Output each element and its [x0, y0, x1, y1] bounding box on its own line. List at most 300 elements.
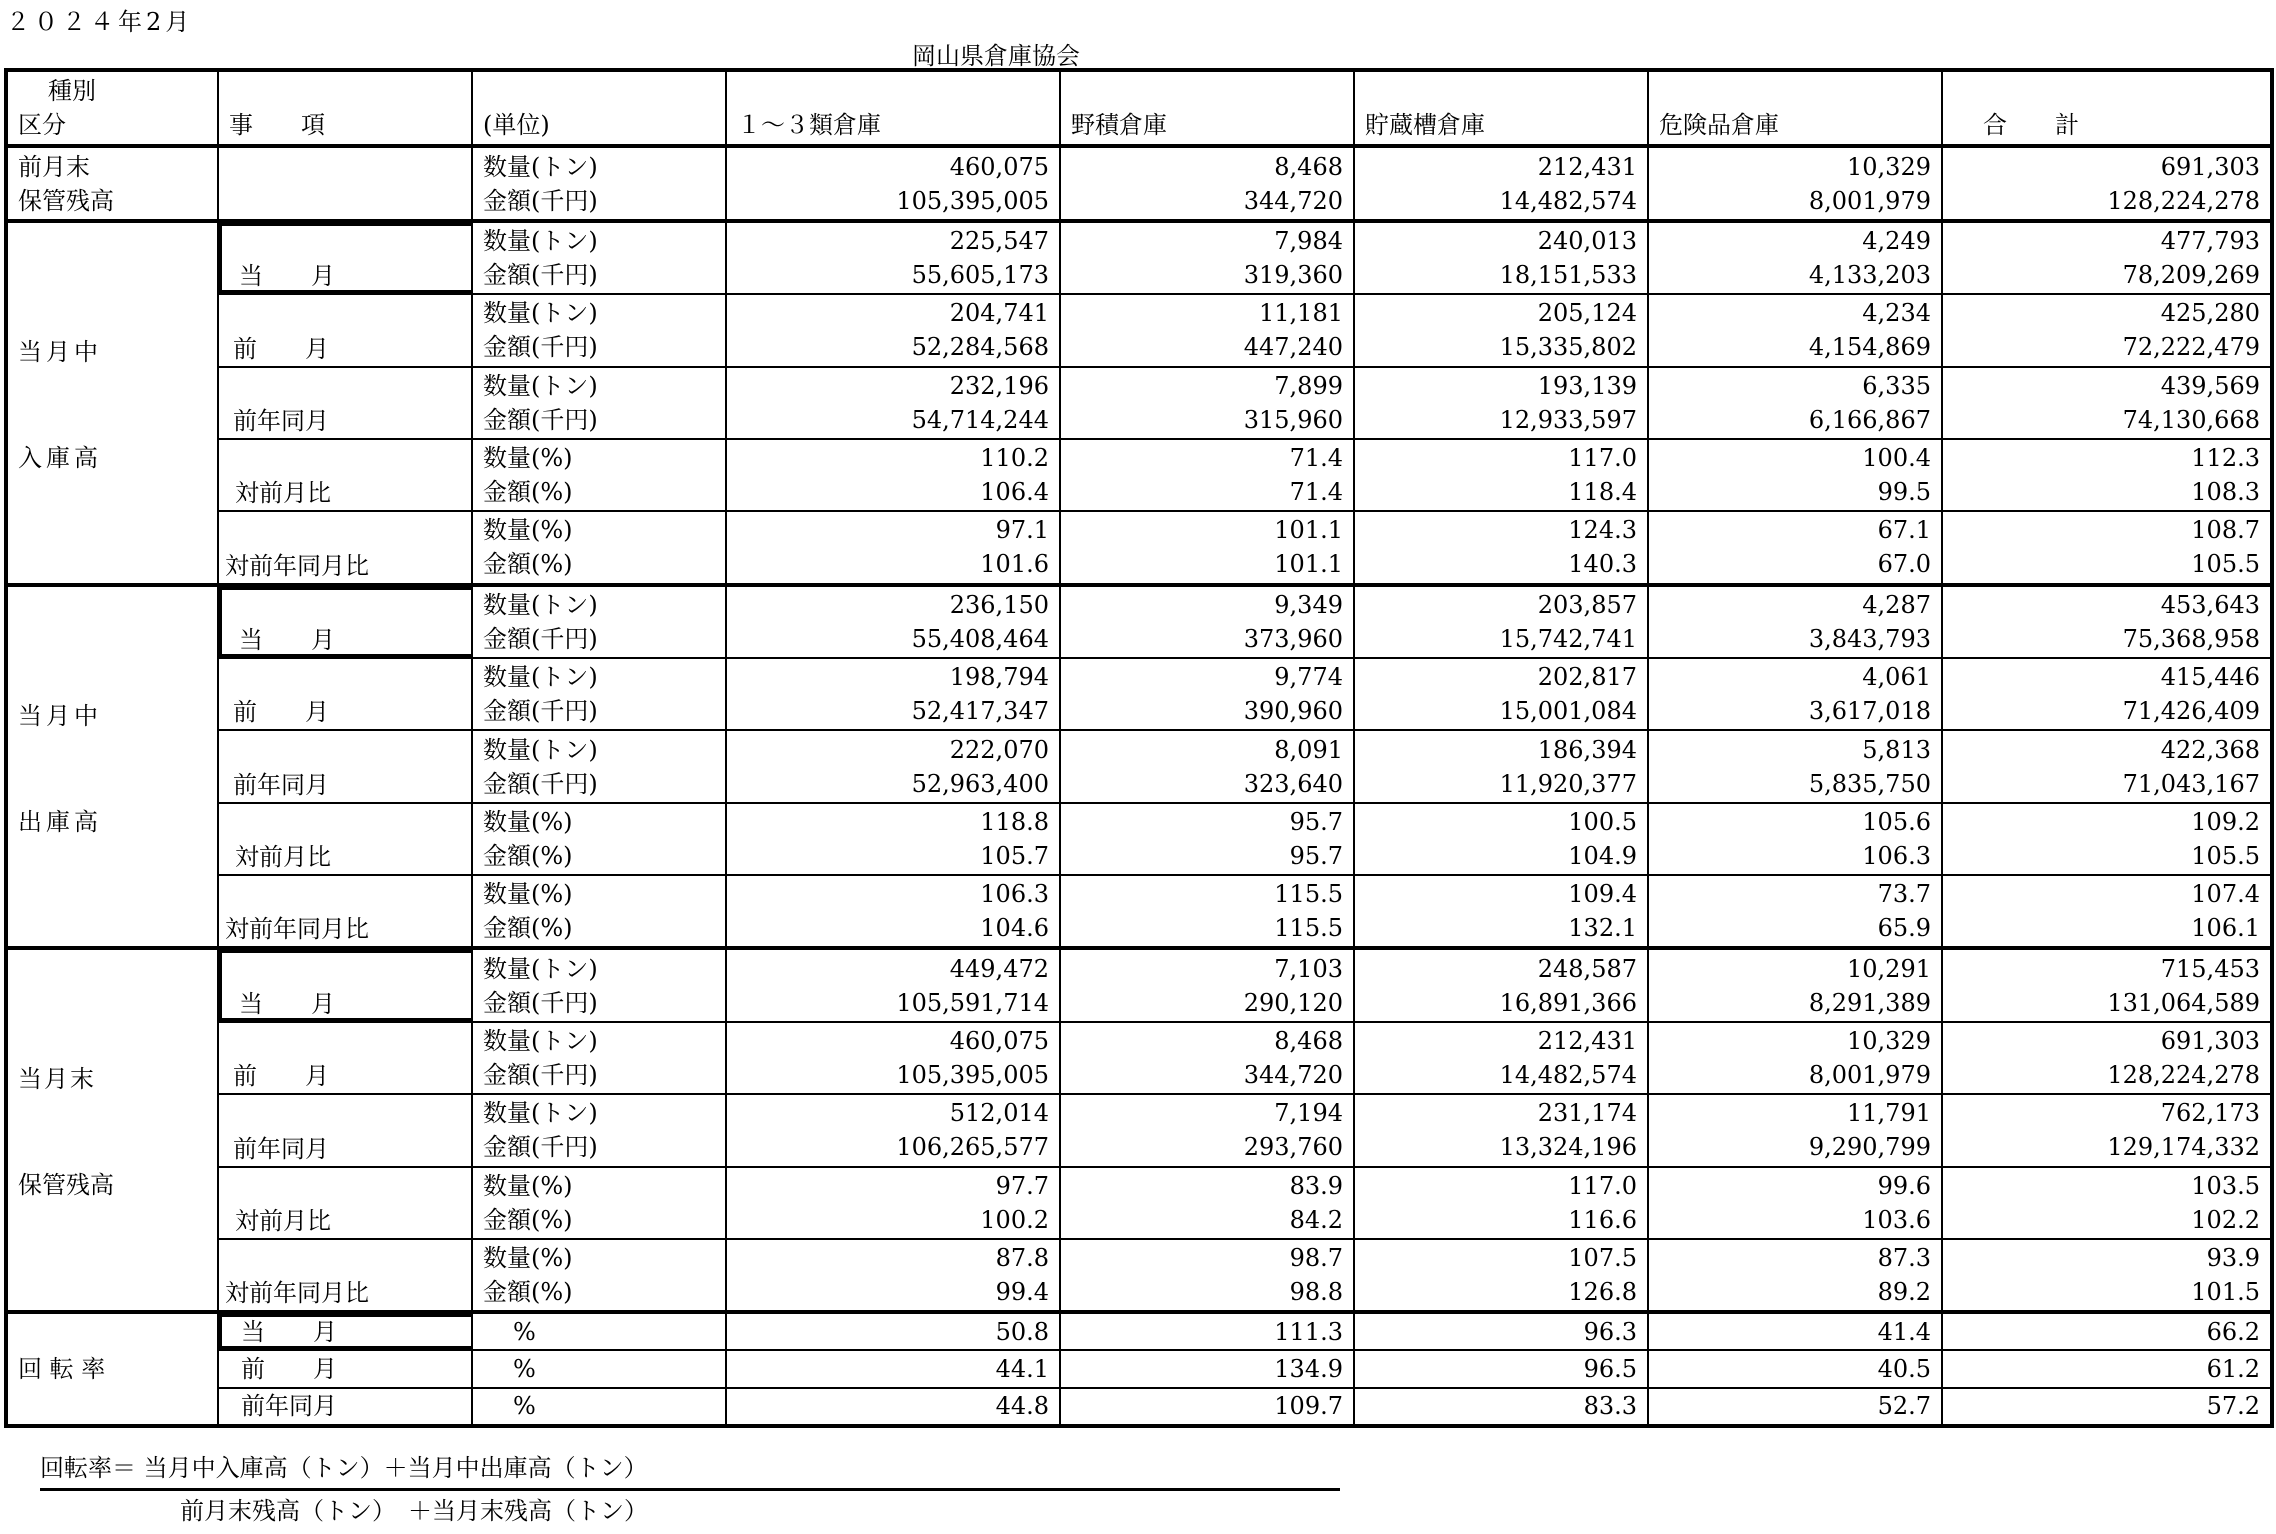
value-text: 10,329 — [1847, 1026, 1931, 1055]
value-text: 74,130,668 — [2122, 405, 2260, 434]
unit-label — [472, 146, 726, 220]
value-text: 104.6 — [980, 914, 1049, 943]
value-cell — [1942, 1022, 2272, 1094]
value-cell — [1942, 1094, 2272, 1166]
value-text: 344,720 — [1243, 1060, 1343, 1089]
value-text: 460,075 — [949, 152, 1049, 181]
table-row — [6, 730, 2272, 802]
unit-text: 金額(千円) — [483, 624, 598, 653]
value-text: 4,133,203 — [1808, 261, 1931, 290]
value-text: 453,643 — [2160, 590, 2260, 619]
value-text: 5,835,750 — [1808, 769, 1931, 798]
value-text: 8,468 — [1274, 152, 1343, 181]
section-label: 当月末 — [18, 1065, 96, 1094]
formula-fraction-line — [40, 1488, 1340, 1491]
section-label: 保管残高 — [18, 186, 114, 215]
value-cell — [1060, 294, 1354, 366]
value-cell — [1354, 875, 1648, 948]
table-row — [6, 1239, 2272, 1312]
value-text: 15,001,084 — [1499, 697, 1637, 726]
value-cell — [1354, 367, 1648, 439]
value-text: 715,453 — [2160, 954, 2260, 983]
header-tani: (単位) — [472, 70, 726, 146]
value-text: 4,234 — [1862, 299, 1931, 328]
value-text: 8,001,979 — [1808, 186, 1931, 215]
warehouse-statistics-table — [4, 68, 2274, 1428]
unit-label — [472, 1022, 726, 1094]
value-text: 10,329 — [1847, 152, 1931, 181]
value-cell — [1060, 146, 1354, 220]
value-text: 319,360 — [1243, 261, 1343, 290]
value-text: 75,368,958 — [2122, 624, 2260, 653]
column-header: 危険品倉庫 — [1648, 70, 1942, 146]
item-label: 当 月 — [218, 1312, 472, 1350]
unit-label — [472, 948, 726, 1021]
value-text: 6,335 — [1862, 371, 1931, 400]
value-text: 52,963,400 — [911, 769, 1049, 798]
value-text: 8,091 — [1274, 735, 1343, 764]
table-row — [6, 585, 2272, 658]
unit-text: 金額(千円) — [483, 405, 598, 434]
value-text: 118.8 — [980, 807, 1049, 836]
value-cell — [1354, 730, 1648, 802]
value-text: 231,174 — [1537, 1099, 1637, 1128]
value-cell — [1942, 875, 2272, 948]
value-cell: 44.8 — [726, 1388, 1060, 1426]
value-text: 95.7 — [1289, 841, 1343, 870]
value-text: 4,287 — [1862, 590, 1931, 619]
value-cell — [1060, 511, 1354, 584]
value-text: 202,817 — [1537, 663, 1637, 692]
value-cell — [1060, 1094, 1354, 1166]
item-label: 前年同月 — [218, 1388, 472, 1426]
unit-text: 金額(千円) — [483, 1133, 598, 1162]
unit-text: 金額(%) — [483, 1205, 573, 1234]
value-cell — [1648, 730, 1942, 802]
unit-text: 数量(トン) — [483, 227, 598, 256]
value-text: 67.1 — [1877, 516, 1931, 545]
formula-numerator: 回転率＝ 当月中入庫高（トン）＋当月中出庫高（トン） — [40, 1454, 648, 1482]
value-text: 6,166,867 — [1808, 405, 1931, 434]
item-label: 前年同月 — [218, 1094, 472, 1166]
item-label: 当 月 — [218, 948, 472, 1021]
value-cell — [1060, 439, 1354, 511]
unit-label — [472, 1239, 726, 1312]
value-text: 8,001,979 — [1808, 1060, 1931, 1089]
value-cell — [1942, 585, 2272, 658]
value-cell — [1354, 658, 1648, 730]
table-row — [6, 803, 2272, 875]
value-cell — [1942, 658, 2272, 730]
value-text: 98.8 — [1289, 1278, 1343, 1307]
value-cell — [726, 658, 1060, 730]
value-text: 512,014 — [949, 1099, 1049, 1128]
value-text: 225,547 — [949, 227, 1049, 256]
value-text: 106.4 — [980, 478, 1049, 507]
value-cell: 57.2 — [1942, 1388, 2272, 1426]
value-text: 290,120 — [1243, 988, 1343, 1017]
value-text: 128,224,278 — [2107, 1060, 2260, 1089]
item-label: 前 月 — [218, 294, 472, 366]
value-text: 102.2 — [2191, 1205, 2260, 1234]
value-cell: 40.5 — [1648, 1350, 1942, 1387]
value-text: 103.6 — [1862, 1205, 1931, 1234]
table-row — [6, 875, 2272, 948]
item-label: 対前年同月比 — [218, 511, 472, 584]
value-text: 11,181 — [1259, 299, 1343, 328]
value-text: 205,124 — [1537, 299, 1637, 328]
value-cell — [1060, 875, 1354, 948]
value-text: 105.5 — [2191, 841, 2260, 870]
value-text: 110.2 — [980, 444, 1049, 473]
value-text: 55,408,464 — [911, 624, 1049, 653]
value-text: 87.8 — [995, 1244, 1049, 1273]
value-cell — [1648, 875, 1942, 948]
value-text: 101.1 — [1274, 516, 1343, 545]
value-text: 15,335,802 — [1499, 333, 1637, 362]
value-cell — [1354, 1022, 1648, 1094]
unit-label — [472, 585, 726, 658]
value-cell — [1942, 1167, 2272, 1239]
value-cell — [726, 948, 1060, 1021]
value-cell — [726, 367, 1060, 439]
value-text: 73.7 — [1877, 880, 1931, 909]
value-text: 4,249 — [1862, 227, 1931, 256]
value-text: 101.6 — [980, 550, 1049, 579]
value-text: 129,174,332 — [2107, 1133, 2260, 1162]
value-text: 14,482,574 — [1499, 186, 1637, 215]
value-text: 212,431 — [1537, 1026, 1637, 1055]
value-text: 5,813 — [1862, 735, 1931, 764]
value-text: 105,395,005 — [896, 1060, 1049, 1089]
value-text: 108.7 — [2191, 516, 2260, 545]
value-cell — [1942, 439, 2272, 511]
section-label-turnover: 回 転 率 — [6, 1312, 218, 1426]
value-text: 105,395,005 — [896, 186, 1049, 215]
value-text: 9,290,799 — [1808, 1133, 1931, 1162]
value-text: 71,426,409 — [2122, 697, 2260, 726]
value-cell: 134.9 — [1060, 1350, 1354, 1387]
value-text: 101.5 — [2191, 1278, 2260, 1307]
value-text: 232,196 — [949, 371, 1049, 400]
unit-label: % — [472, 1388, 726, 1426]
formula-denominator: 前月末残高（トン） ＋当月末残高（トン） — [180, 1497, 648, 1525]
unit-label — [472, 221, 726, 294]
value-text: 100.5 — [1568, 807, 1637, 836]
value-text: 344,720 — [1243, 186, 1343, 215]
unit-text: 金額(千円) — [483, 769, 598, 798]
value-text: 449,472 — [949, 954, 1049, 983]
unit-text: 金額(千円) — [483, 186, 598, 215]
value-text: 118.4 — [1568, 478, 1637, 507]
value-text: 16,891,366 — [1499, 988, 1637, 1017]
value-text: 106,265,577 — [896, 1133, 1049, 1162]
table-row — [6, 511, 2272, 584]
value-text: 193,139 — [1537, 371, 1637, 400]
value-cell — [1942, 511, 2272, 584]
item-label: 対前月比 — [218, 1167, 472, 1239]
value-text: 11,791 — [1847, 1099, 1931, 1128]
item-label: 対前年同月比 — [218, 875, 472, 948]
value-cell — [1648, 585, 1942, 658]
item-label: 対前月比 — [218, 439, 472, 511]
item-label: 前年同月 — [218, 367, 472, 439]
value-text: 97.7 — [995, 1171, 1049, 1200]
value-cell — [1060, 1239, 1354, 1312]
value-text: 7,984 — [1274, 227, 1343, 256]
value-text: 140.3 — [1568, 550, 1637, 579]
value-cell — [1648, 1239, 1942, 1312]
value-text: 8,291,389 — [1808, 988, 1931, 1017]
unit-text: 金額(千円) — [483, 261, 598, 290]
value-text: 425,280 — [2160, 299, 2260, 328]
value-text: 477,793 — [2160, 227, 2260, 256]
value-text: 132.1 — [1568, 914, 1637, 943]
table-row — [6, 1094, 2272, 1166]
value-text: 4,061 — [1862, 663, 1931, 692]
value-cell — [726, 511, 1060, 584]
value-text: 67.0 — [1877, 550, 1931, 579]
value-text: 8,468 — [1274, 1026, 1343, 1055]
value-cell — [1354, 221, 1648, 294]
section-label: 当月中 — [18, 337, 102, 366]
value-cell — [1648, 367, 1942, 439]
value-cell — [726, 585, 1060, 658]
value-text: 422,368 — [2160, 735, 2260, 764]
section-label: 当月中 — [18, 701, 102, 730]
value-text: 117.0 — [1568, 1171, 1637, 1200]
table-row — [6, 1167, 2272, 1239]
value-cell — [1648, 511, 1942, 584]
unit-text: 数量(トン) — [483, 152, 598, 181]
section-label: 入庫高 — [18, 443, 102, 472]
value-text: 240,013 — [1537, 227, 1637, 256]
value-cell — [726, 803, 1060, 875]
value-cell — [726, 146, 1060, 220]
value-cell — [1648, 146, 1942, 220]
column-header: １～３類倉庫 — [726, 70, 1060, 146]
unit-text: 数量(トン) — [483, 1099, 598, 1128]
unit-text: 金額(%) — [483, 478, 573, 507]
value-cell — [1060, 585, 1354, 658]
unit-text: 数量(%) — [483, 1244, 573, 1273]
value-text: 52,284,568 — [911, 333, 1049, 362]
value-cell — [1942, 730, 2272, 802]
value-text: 203,857 — [1537, 590, 1637, 619]
unit-text: 数量(%) — [483, 880, 573, 909]
value-cell — [1354, 1094, 1648, 1166]
value-cell — [1060, 367, 1354, 439]
value-cell — [726, 1094, 1060, 1166]
value-cell — [1648, 1094, 1942, 1166]
value-cell: 66.2 — [1942, 1312, 2272, 1350]
value-text: 84.2 — [1289, 1205, 1343, 1234]
section-label: 出庫高 — [18, 807, 102, 836]
value-cell — [1942, 294, 2272, 366]
item-label: 当 月 — [218, 585, 472, 658]
table-row — [6, 367, 2272, 439]
value-cell — [1060, 658, 1354, 730]
section-label: 前月末 — [18, 152, 90, 181]
value-cell — [1942, 146, 2272, 220]
unit-text: 金額(%) — [483, 914, 573, 943]
value-cell — [1354, 294, 1648, 366]
opening-balance-row — [6, 146, 2272, 220]
value-text: 65.9 — [1877, 914, 1931, 943]
value-text: 52,417,347 — [911, 697, 1049, 726]
header-row — [6, 70, 2272, 146]
value-text: 71.4 — [1289, 444, 1343, 473]
unit-text: 金額(%) — [483, 841, 573, 870]
value-text: 105.7 — [980, 841, 1049, 870]
value-text: 128,224,278 — [2107, 186, 2260, 215]
unit-label — [472, 1094, 726, 1166]
value-cell: 41.4 — [1648, 1312, 1942, 1350]
value-text: 95.7 — [1289, 807, 1343, 836]
value-text: 12,933,597 — [1499, 405, 1637, 434]
value-cell — [1648, 1022, 1942, 1094]
item-label: 前年同月 — [218, 730, 472, 802]
column-header: 合 計 — [1942, 70, 2272, 146]
unit-label — [472, 294, 726, 366]
value-text: 131,064,589 — [2107, 988, 2260, 1017]
value-cell — [1648, 803, 1942, 875]
value-text: 315,960 — [1243, 405, 1343, 434]
value-cell — [726, 875, 1060, 948]
item-label: 対前年同月比 — [218, 1239, 472, 1312]
value-text: 98.7 — [1289, 1244, 1343, 1273]
value-cell: 52.7 — [1648, 1388, 1942, 1426]
value-text: 691,303 — [2160, 152, 2260, 181]
value-text: 100.2 — [980, 1205, 1049, 1234]
value-cell — [1942, 1239, 2272, 1312]
value-text: 460,075 — [949, 1026, 1049, 1055]
report-date: ２０２４年2月 — [6, 8, 194, 36]
value-text: 89.2 — [1877, 1278, 1931, 1307]
value-text: 99.6 — [1877, 1171, 1931, 1200]
value-cell — [1060, 1167, 1354, 1239]
value-cell — [726, 1167, 1060, 1239]
value-text: 3,617,018 — [1808, 697, 1931, 726]
value-text: 87.3 — [1877, 1244, 1931, 1273]
value-cell — [1942, 367, 2272, 439]
value-cell — [726, 1239, 1060, 1312]
value-text: 447,240 — [1243, 333, 1343, 362]
value-text: 97.1 — [995, 516, 1049, 545]
section-label-closing — [6, 948, 218, 1312]
unit-label — [472, 511, 726, 584]
unit-label — [472, 730, 726, 802]
unit-text: 金額(千円) — [483, 988, 598, 1017]
value-text: 11,920,377 — [1499, 769, 1637, 798]
value-text: 7,194 — [1274, 1099, 1343, 1128]
value-text: 115.5 — [1274, 880, 1343, 909]
section-label-inbound — [6, 221, 218, 585]
value-text: 109.2 — [2191, 807, 2260, 836]
table-row — [6, 948, 2272, 1021]
value-cell — [726, 730, 1060, 802]
turnover-formula — [40, 1450, 1340, 1529]
unit-text: 金額(%) — [483, 550, 573, 579]
item-label: 対前月比 — [218, 803, 472, 875]
value-cell — [1354, 1239, 1648, 1312]
header-kubun — [6, 70, 218, 146]
unit-text: 数量(トン) — [483, 954, 598, 983]
unit-text: 金額(%) — [483, 1278, 573, 1307]
value-text: 390,960 — [1243, 697, 1343, 726]
unit-label — [472, 367, 726, 439]
value-text: 415,446 — [2160, 663, 2260, 692]
unit-text: 金額(千円) — [483, 333, 598, 362]
value-text: 109.4 — [1568, 880, 1637, 909]
unit-label — [472, 658, 726, 730]
value-text: 15,742,741 — [1499, 624, 1637, 653]
value-cell: 96.3 — [1354, 1312, 1648, 1350]
value-text: 104.9 — [1568, 841, 1637, 870]
value-cell — [1354, 146, 1648, 220]
value-text: 107.4 — [2191, 880, 2260, 909]
section-label-opening — [6, 146, 218, 220]
value-cell — [1354, 585, 1648, 658]
unit-text: 数量(トン) — [483, 735, 598, 764]
value-text: 7,899 — [1274, 371, 1343, 400]
value-text: 116.6 — [1568, 1205, 1637, 1234]
value-text: 71.4 — [1289, 478, 1343, 507]
value-cell — [726, 294, 1060, 366]
column-header: 野積倉庫 — [1060, 70, 1354, 146]
unit-text: 数量(%) — [483, 1171, 573, 1200]
value-cell — [1060, 730, 1354, 802]
value-text: 691,303 — [2160, 1026, 2260, 1055]
unit-label — [472, 439, 726, 511]
value-cell — [1354, 511, 1648, 584]
unit-label: % — [472, 1350, 726, 1387]
value-text: 106.3 — [980, 880, 1049, 909]
value-text: 18,151,533 — [1499, 261, 1637, 290]
value-text: 373,960 — [1243, 624, 1343, 653]
value-cell — [1648, 294, 1942, 366]
value-cell — [1942, 803, 2272, 875]
value-cell — [1648, 1167, 1942, 1239]
value-text: 83.9 — [1289, 1171, 1343, 1200]
value-text: 9,774 — [1274, 663, 1343, 692]
value-cell — [1942, 221, 2272, 294]
value-text: 105,591,714 — [896, 988, 1049, 1017]
value-cell: 109.7 — [1060, 1388, 1354, 1426]
value-cell — [1060, 221, 1354, 294]
value-cell — [1648, 439, 1942, 511]
value-cell — [1648, 658, 1942, 730]
value-text: 7,103 — [1274, 954, 1343, 983]
unit-text: 数量(トン) — [483, 590, 598, 619]
value-text: 115.5 — [1274, 914, 1343, 943]
value-cell — [1942, 948, 2272, 1021]
value-text: 248,587 — [1537, 954, 1637, 983]
item-label: 前 月 — [218, 1350, 472, 1387]
value-text: 4,154,869 — [1808, 333, 1931, 362]
unit-label — [472, 803, 726, 875]
table-row — [6, 294, 2272, 366]
item-label — [218, 146, 472, 220]
column-header: 貯蔵槽倉庫 — [1354, 70, 1648, 146]
value-cell — [726, 439, 1060, 511]
unit-text: 金額(千円) — [483, 1060, 598, 1089]
value-cell — [726, 1022, 1060, 1094]
turnover-row — [6, 1388, 2272, 1426]
value-cell — [1648, 221, 1942, 294]
value-text: 72,222,479 — [2122, 333, 2260, 362]
value-text: 124.3 — [1568, 516, 1637, 545]
